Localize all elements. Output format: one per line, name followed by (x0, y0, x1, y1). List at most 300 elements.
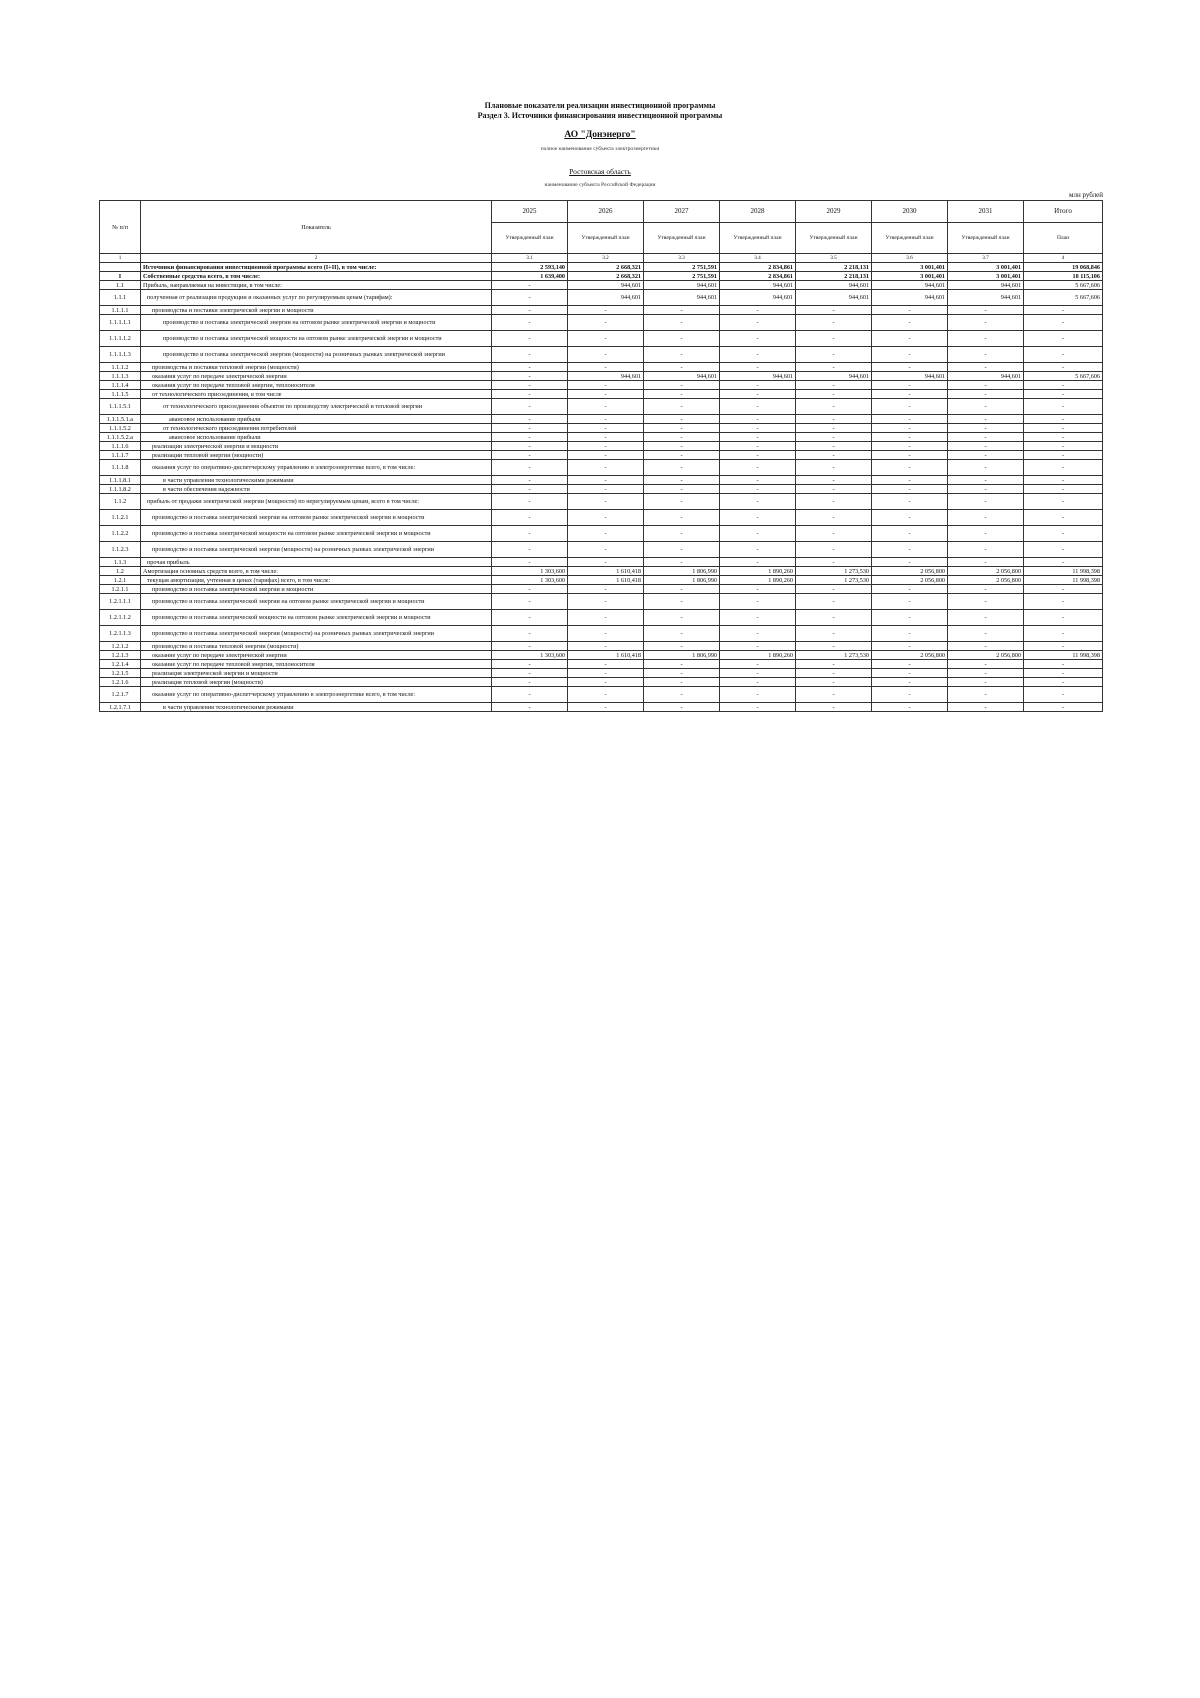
row-value: - (1024, 660, 1103, 669)
row-value: - (644, 381, 720, 390)
row-value: - (872, 669, 948, 678)
table-row (100, 399, 1103, 415)
row-value: - (568, 363, 644, 372)
row-value: - (644, 442, 720, 451)
row-value: - (796, 390, 872, 399)
row-value: - (796, 476, 872, 485)
column-number: 3.1 (492, 254, 568, 263)
title-line-1: Плановые показатели реализации инвестиционной программы (484, 101, 716, 110)
table-row (100, 678, 1103, 687)
row-value: - (720, 331, 796, 347)
row-value: - (720, 424, 796, 433)
row-value: - (568, 558, 644, 567)
row-value: - (948, 642, 1024, 651)
row-value: 944,601 (720, 290, 796, 306)
row-value: - (796, 558, 872, 567)
row-value: - (644, 558, 720, 567)
row-value: - (1024, 381, 1103, 390)
row-value: - (948, 594, 1024, 610)
row-code: 1.1.1.5.1.а (100, 415, 141, 424)
row-value: - (644, 510, 720, 526)
row-indicator-name: производство и поставка электрической энергии (мощности) на розничных рынках электрической энергии (141, 542, 492, 558)
row-value: - (720, 363, 796, 372)
row-value: - (948, 558, 1024, 567)
row-value: - (796, 485, 872, 494)
table-row (100, 372, 1103, 381)
row-code: 1.1.1.7 (100, 451, 141, 460)
row-value: - (644, 687, 720, 703)
col-subheader-plan: Утвержденный план (568, 223, 644, 254)
row-value: - (948, 306, 1024, 315)
column-number: 3.3 (644, 254, 720, 263)
row-value: - (568, 306, 644, 315)
table-row (100, 460, 1103, 476)
row-value: 1 806,990 (644, 567, 720, 576)
row-code: 1.1.1 (100, 290, 141, 306)
table-row (100, 381, 1103, 390)
row-value: 3 001,401 (948, 272, 1024, 281)
row-indicator-name: реализации тепловой энергии (мощности) (141, 451, 492, 460)
row-value: - (492, 433, 568, 442)
row-value: - (492, 678, 568, 687)
column-number: 3.4 (720, 254, 796, 263)
row-value: - (948, 415, 1024, 424)
row-value: - (644, 485, 720, 494)
row-value: 5 667,606 (1024, 281, 1103, 290)
col-subheader-plan: Утвержденный план (948, 223, 1024, 254)
row-value: - (644, 424, 720, 433)
row-value: - (1024, 526, 1103, 542)
row-code: 1.2.1.3 (100, 651, 141, 660)
row-indicator-name: производство и поставка электрической энергии на оптовом рынке электрической энергии и мощности (141, 315, 492, 331)
row-indicator-name: производство и поставка электрической энергии и мощности (141, 585, 492, 594)
row-value: - (492, 585, 568, 594)
row-value: - (492, 610, 568, 626)
row-value: - (720, 510, 796, 526)
row-value: 944,601 (796, 290, 872, 306)
row-value: - (492, 542, 568, 558)
row-value: - (1024, 687, 1103, 703)
row-value: 944,601 (796, 372, 872, 381)
row-value: 944,601 (948, 290, 1024, 306)
row-indicator-name: от технологического присоединения, в том числе (141, 390, 492, 399)
row-value: - (872, 610, 948, 626)
row-value: - (872, 660, 948, 669)
row-value: - (720, 494, 796, 510)
row-value: 1 610,418 (568, 651, 644, 660)
row-value: 19 068,846 (1024, 263, 1103, 272)
row-value: - (796, 510, 872, 526)
row-value: - (948, 678, 1024, 687)
row-value: - (948, 460, 1024, 476)
row-value: - (796, 363, 872, 372)
row-value: - (1024, 703, 1103, 712)
row-value: - (644, 347, 720, 363)
row-value: - (720, 594, 796, 610)
row-value: - (644, 451, 720, 460)
row-value: - (948, 451, 1024, 460)
row-value: - (492, 687, 568, 703)
organization-caption: полное наименование субъекта электроэнергетики (540, 146, 660, 152)
col-header-year: 2025 (492, 201, 568, 223)
row-indicator-name: производство и поставка электрической мощности на оптовом рынке электрической энергии и мощности (141, 526, 492, 542)
row-code: 1.2 (100, 567, 141, 576)
row-value: - (796, 415, 872, 424)
row-value: 2 056,800 (872, 651, 948, 660)
table-row (100, 669, 1103, 678)
row-indicator-name: авансовое использование прибыли (141, 415, 492, 424)
row-value: - (1024, 331, 1103, 347)
row-value: - (720, 585, 796, 594)
row-code: 1.2.1.1.3 (100, 626, 141, 642)
row-code: 1.1 (100, 281, 141, 290)
row-value: 2 751,591 (644, 272, 720, 281)
row-code: 1.1.1.5.2.а (100, 433, 141, 442)
row-indicator-name: в части управления технологическими режимами (141, 703, 492, 712)
column-number: 3.7 (948, 254, 1024, 263)
row-value: - (948, 660, 1024, 669)
header-row-years (100, 201, 1103, 223)
units-label: млн рублей (1069, 191, 1103, 199)
col-subheader-plan: Утвержденный план (872, 223, 948, 254)
row-code: I (100, 272, 141, 281)
row-value: 2 056,800 (872, 567, 948, 576)
row-value: - (492, 281, 568, 290)
row-indicator-name: текущая амортизация, учтенная в ценах (тарифах) всего, в том числе: (141, 576, 492, 585)
row-code: 1.1.3 (100, 558, 141, 567)
row-value: - (644, 476, 720, 485)
row-value: - (644, 433, 720, 442)
row-value: - (720, 433, 796, 442)
row-indicator-name: оказания услуг по передаче электрической энергии (141, 372, 492, 381)
row-value: 2 834,861 (720, 272, 796, 281)
row-value: - (1024, 315, 1103, 331)
row-value: - (492, 476, 568, 485)
organization-name: АО "Донэнерго" (564, 130, 636, 140)
row-value: 5 667,606 (1024, 290, 1103, 306)
row-value: - (1024, 610, 1103, 626)
row-value: - (796, 460, 872, 476)
table-row (100, 642, 1103, 651)
row-code: 1.1.1.1.1 (100, 315, 141, 331)
row-value: - (796, 381, 872, 390)
row-value: - (492, 460, 568, 476)
row-value: - (720, 669, 796, 678)
row-value: 944,601 (644, 290, 720, 306)
row-code: 1.1.2.3 (100, 542, 141, 558)
row-code: 1.2.1.4 (100, 660, 141, 669)
row-value: - (872, 331, 948, 347)
table-row (100, 347, 1103, 363)
row-value: - (492, 347, 568, 363)
row-value: 944,601 (644, 281, 720, 290)
row-code: 1.1.1.4 (100, 381, 141, 390)
row-value: - (568, 347, 644, 363)
row-value: - (720, 476, 796, 485)
row-indicator-name: оказание услуг по оперативно-диспетчерскому управлению в электроэнергетике всего, в том числе: (141, 687, 492, 703)
row-value: - (872, 687, 948, 703)
row-indicator-name: от технологического присоединения объектов по производству электрической и тепловой энергии (141, 399, 492, 415)
row-code: 1.2.1 (100, 576, 141, 585)
row-indicator-name: от технологического присоединения потребителей (141, 424, 492, 433)
row-value: - (796, 331, 872, 347)
row-value: 2 668,321 (568, 263, 644, 272)
row-value: - (948, 626, 1024, 642)
row-value: - (492, 703, 568, 712)
row-value: - (1024, 390, 1103, 399)
row-value: - (948, 585, 1024, 594)
col-header-total: Итого (1024, 201, 1103, 223)
row-value: - (796, 660, 872, 669)
row-value: - (720, 347, 796, 363)
row-value: - (1024, 306, 1103, 315)
row-value: - (1024, 415, 1103, 424)
col-subheader-plan: Утвержденный план (796, 223, 872, 254)
row-value: 2 218,131 (796, 263, 872, 272)
row-value: - (568, 703, 644, 712)
row-value: 944,601 (644, 372, 720, 381)
row-value: - (492, 451, 568, 460)
row-value: - (872, 494, 948, 510)
table-row (100, 585, 1103, 594)
table-row (100, 651, 1103, 660)
row-value: - (644, 460, 720, 476)
table-row (100, 415, 1103, 424)
row-value: - (492, 442, 568, 451)
row-code: 1.2.1.5 (100, 669, 141, 678)
row-value: - (492, 626, 568, 642)
row-value: - (872, 526, 948, 542)
row-indicator-name: Амортизация основных средств всего, в том числе: (141, 567, 492, 576)
row-indicator-name: реализация электрической энергии и мощности (141, 669, 492, 678)
row-value: - (1024, 669, 1103, 678)
row-value: - (1024, 363, 1103, 372)
row-value: - (492, 526, 568, 542)
row-value: - (720, 485, 796, 494)
row-value: - (492, 306, 568, 315)
row-value: - (796, 399, 872, 415)
row-code: 1.1.1.5.2 (100, 424, 141, 433)
row-value: - (1024, 542, 1103, 558)
row-value: - (796, 585, 872, 594)
table-row (100, 281, 1103, 290)
row-value: - (568, 460, 644, 476)
row-value: - (796, 610, 872, 626)
table-row (100, 451, 1103, 460)
table-row (100, 510, 1103, 526)
row-code: 1.1.1.1.3 (100, 347, 141, 363)
row-indicator-name: производства и поставки электрической энергии и мощности (141, 306, 492, 315)
row-value: - (644, 415, 720, 424)
col-header-year: 2031 (948, 201, 1024, 223)
row-value: 1 610,418 (568, 567, 644, 576)
row-value: 2 218,131 (796, 272, 872, 281)
col-header-number: № п/п (100, 201, 141, 254)
row-value: - (720, 558, 796, 567)
row-value: 2 056,800 (948, 576, 1024, 585)
col-header-year: 2028 (720, 201, 796, 223)
row-value: 944,601 (948, 281, 1024, 290)
row-value: - (948, 442, 1024, 451)
row-value: 944,601 (872, 290, 948, 306)
row-indicator-name: производства и поставки тепловой энергии (мощности) (141, 363, 492, 372)
row-indicator-name: производство и поставка электрической энергии (мощности) на розничных рынках электрической энергии (141, 626, 492, 642)
row-value: - (872, 542, 948, 558)
row-value: - (644, 315, 720, 331)
col-header-year: 2029 (796, 201, 872, 223)
row-value: - (644, 363, 720, 372)
row-value: 1 890,260 (720, 651, 796, 660)
row-value: - (872, 433, 948, 442)
row-value: - (720, 399, 796, 415)
row-value: - (796, 451, 872, 460)
row-value: - (720, 526, 796, 542)
row-value: - (948, 381, 1024, 390)
row-value: - (492, 485, 568, 494)
row-value: - (568, 399, 644, 415)
row-value: - (644, 306, 720, 315)
row-code: 1.2.1.1 (100, 585, 141, 594)
row-value: - (948, 424, 1024, 433)
row-value: 11 998,398 (1024, 567, 1103, 576)
row-value: 3 001,401 (872, 263, 948, 272)
row-code: 1.1.1.5 (100, 390, 141, 399)
row-value: - (720, 415, 796, 424)
row-value: - (492, 494, 568, 510)
row-value: - (796, 626, 872, 642)
row-value: - (492, 642, 568, 651)
row-value: - (492, 415, 568, 424)
row-value: 944,601 (568, 372, 644, 381)
row-code: 1.2.1.1.2 (100, 610, 141, 626)
row-value: - (720, 451, 796, 460)
row-value: - (568, 678, 644, 687)
row-indicator-name: оказания услуг по оперативно-диспетчерскому управлению в электроэнергетике всего, в том числе: (141, 460, 492, 476)
row-value: - (644, 660, 720, 669)
row-value: - (1024, 642, 1103, 651)
row-value: - (948, 485, 1024, 494)
table-row (100, 558, 1103, 567)
row-value: - (720, 460, 796, 476)
row-value: - (644, 526, 720, 542)
table-row (100, 610, 1103, 626)
table-row (100, 331, 1103, 347)
table-row (100, 390, 1103, 399)
row-value: - (568, 331, 644, 347)
row-value: - (872, 485, 948, 494)
row-indicator-name: производство и поставка электрической энергии на оптовом рынке электрической энергии и мощности (141, 594, 492, 610)
row-value: 2 834,861 (720, 263, 796, 272)
table-row (100, 290, 1103, 306)
row-value: 944,601 (872, 372, 948, 381)
table-row (100, 626, 1103, 642)
column-number: 3.6 (872, 254, 948, 263)
column-number: 4 (1024, 254, 1103, 263)
row-value: - (568, 669, 644, 678)
row-value: - (568, 433, 644, 442)
row-value: - (872, 451, 948, 460)
col-header-indicator: Показатель (141, 201, 492, 254)
row-value: - (948, 476, 1024, 485)
row-value: 944,601 (568, 281, 644, 290)
financing-table (99, 200, 1103, 712)
row-value: - (644, 642, 720, 651)
row-value: - (492, 594, 568, 610)
row-code: 1.1.1.6 (100, 442, 141, 451)
row-value: - (492, 399, 568, 415)
row-code: 1.1.2.1 (100, 510, 141, 526)
table-row (100, 660, 1103, 669)
row-value: - (720, 660, 796, 669)
table-row (100, 363, 1103, 372)
row-indicator-name: реализации электрической энергии и мощности (141, 442, 492, 451)
row-value: - (568, 424, 644, 433)
row-code: 1.1.1.8 (100, 460, 141, 476)
col-subheader-total-plan: План (1024, 223, 1103, 254)
table-row (100, 424, 1103, 433)
row-value: - (720, 703, 796, 712)
row-value: 1 806,990 (644, 576, 720, 585)
row-value: - (1024, 594, 1103, 610)
row-indicator-name: полученная от реализации продукции и оказанных услуг по регулируемым ценам (тарифам): (141, 290, 492, 306)
row-value: 2 593,140 (492, 263, 568, 272)
row-value: - (872, 381, 948, 390)
table-row (100, 485, 1103, 494)
row-value: - (568, 585, 644, 594)
row-value: - (872, 442, 948, 451)
row-value: - (872, 678, 948, 687)
row-value: - (720, 687, 796, 703)
row-value: - (1024, 424, 1103, 433)
row-value: - (644, 669, 720, 678)
table-row (100, 594, 1103, 610)
row-code: 1.1.1.2 (100, 363, 141, 372)
row-value: 1 890,260 (720, 576, 796, 585)
row-value: - (872, 363, 948, 372)
row-value: - (492, 363, 568, 372)
row-value: 11 998,398 (1024, 651, 1103, 660)
row-value: - (872, 415, 948, 424)
row-code: 1.2.1.7.1 (100, 703, 141, 712)
row-value: 1 273,530 (796, 651, 872, 660)
row-value: - (720, 610, 796, 626)
row-indicator-name: реализация тепловой энергии (мощности) (141, 678, 492, 687)
row-code: 1.1.2.2 (100, 526, 141, 542)
row-value: - (1024, 494, 1103, 510)
row-value: - (1024, 485, 1103, 494)
row-value: 2 751,591 (644, 263, 720, 272)
row-value: - (644, 678, 720, 687)
row-value: 1 303,600 (492, 567, 568, 576)
row-value: - (720, 642, 796, 651)
row-value: - (872, 476, 948, 485)
column-number: 1 (100, 254, 141, 263)
table-row (100, 272, 1103, 281)
row-value: - (568, 485, 644, 494)
row-value: - (796, 442, 872, 451)
row-indicator-name: в части управления технологическими режимами (141, 476, 492, 485)
row-value: - (872, 424, 948, 433)
row-value: - (872, 510, 948, 526)
row-value: 2 056,800 (948, 567, 1024, 576)
table-row (100, 433, 1103, 442)
row-value: - (720, 381, 796, 390)
row-value: - (1024, 510, 1103, 526)
row-indicator-name: производство и поставка электрической мощности на оптовом рынке электрической энергии и мощности (141, 610, 492, 626)
row-indicator-name: оказание услуг по передаче электрической энергии (141, 651, 492, 660)
row-value: - (720, 542, 796, 558)
row-value: - (1024, 347, 1103, 363)
